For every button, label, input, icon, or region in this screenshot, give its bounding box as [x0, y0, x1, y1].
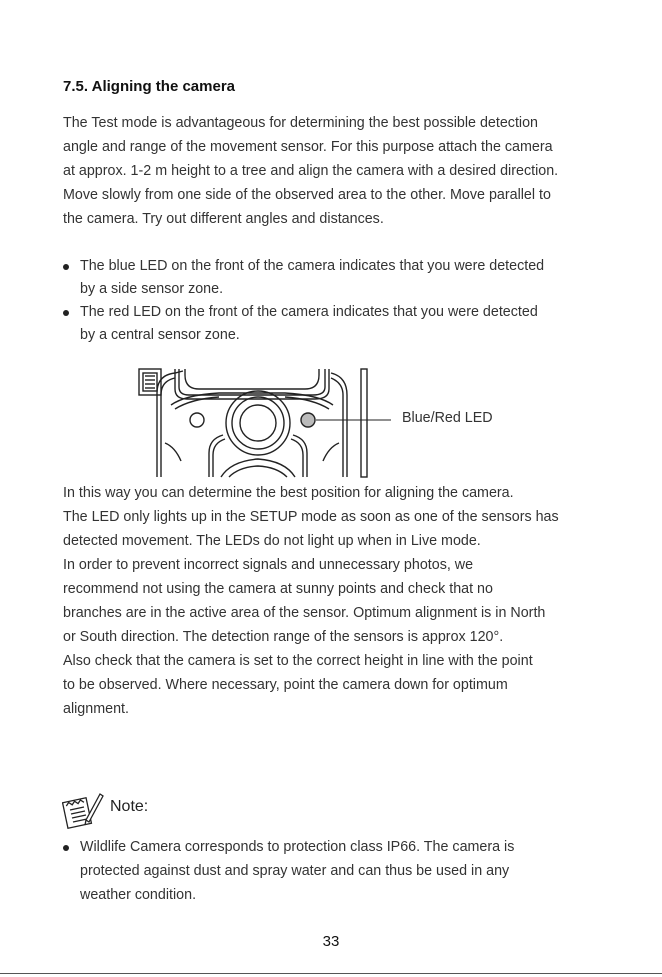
intro-line: Move slowly from one side of the observed area to the other. Move parallel to: [63, 187, 551, 203]
list-item: [63, 835, 514, 907]
body-line: to be observed. Where necessary, point the camera down for optimum: [63, 677, 508, 693]
bullet-line: The blue LED on the front of the camera indicates that you were detected: [80, 258, 545, 274]
led-bullet-list: [63, 255, 544, 347]
intro-line: angle and range of the movement sensor. For this purpose attach the camera: [63, 139, 553, 155]
body-line: recommend not using the camera at sunny points and check that no: [63, 581, 493, 597]
bullet-dot-icon: [63, 310, 69, 316]
body-line: detected movement. The LEDs do not light up when in Live mode.: [63, 533, 481, 549]
camera-front-figure: [135, 365, 515, 480]
section-heading: 7.5. Aligning the camera: [63, 78, 235, 95]
intro-line: at approx. 1-2 m height to a tree and align the camera with a desired direction.: [63, 163, 559, 179]
body-line: branches are in the active area of the sensor. Optimum alignment is in North: [63, 605, 546, 621]
bullet-line: by a side sensor zone.: [80, 281, 224, 297]
bullet-dot-icon: [63, 264, 69, 270]
list-item: [63, 301, 544, 347]
bullet-dot-icon: [63, 845, 69, 851]
note-line: weather condition.: [80, 887, 197, 903]
note-line: Wildlife Camera corresponds to protection class IP66. The camera is: [80, 839, 515, 855]
page-bottom-divider: [0, 973, 662, 974]
notepad-pencil-icon: [62, 790, 104, 830]
body-line: In this way you can determine the best position for aligning the camera.: [63, 485, 514, 501]
body-line: In order to prevent incorrect signals and unnecessary photos, we: [63, 557, 474, 573]
body-paragraph: [63, 481, 559, 721]
body-line: alignment.: [63, 701, 129, 717]
note-title: Note:: [110, 798, 149, 815]
intro-paragraph: [63, 111, 558, 231]
bullet-line: The red LED on the front of the camera indicates that you were detected: [80, 304, 538, 320]
body-line: Also check that the camera is set to the correct height in line with the point: [63, 653, 533, 669]
intro-line: the camera. Try out different angles and distances.: [63, 211, 384, 227]
note-line: protected against dust and spray water and can thus be used in any: [80, 863, 510, 879]
intro-line: The Test mode is advantageous for determining the best possible detection: [63, 115, 539, 131]
note-list: [63, 835, 514, 907]
bullet-line: by a central sensor zone.: [80, 327, 240, 343]
page-number: 33: [322, 933, 340, 950]
list-item: [63, 255, 544, 301]
body-line: or South direction. The detection range of the sensors is approx 120°.: [63, 629, 504, 645]
body-line: The LED only lights up in the SETUP mode as soon as one of the sensors has: [63, 509, 559, 525]
led-callout-label: Blue/Red LED: [402, 410, 493, 426]
